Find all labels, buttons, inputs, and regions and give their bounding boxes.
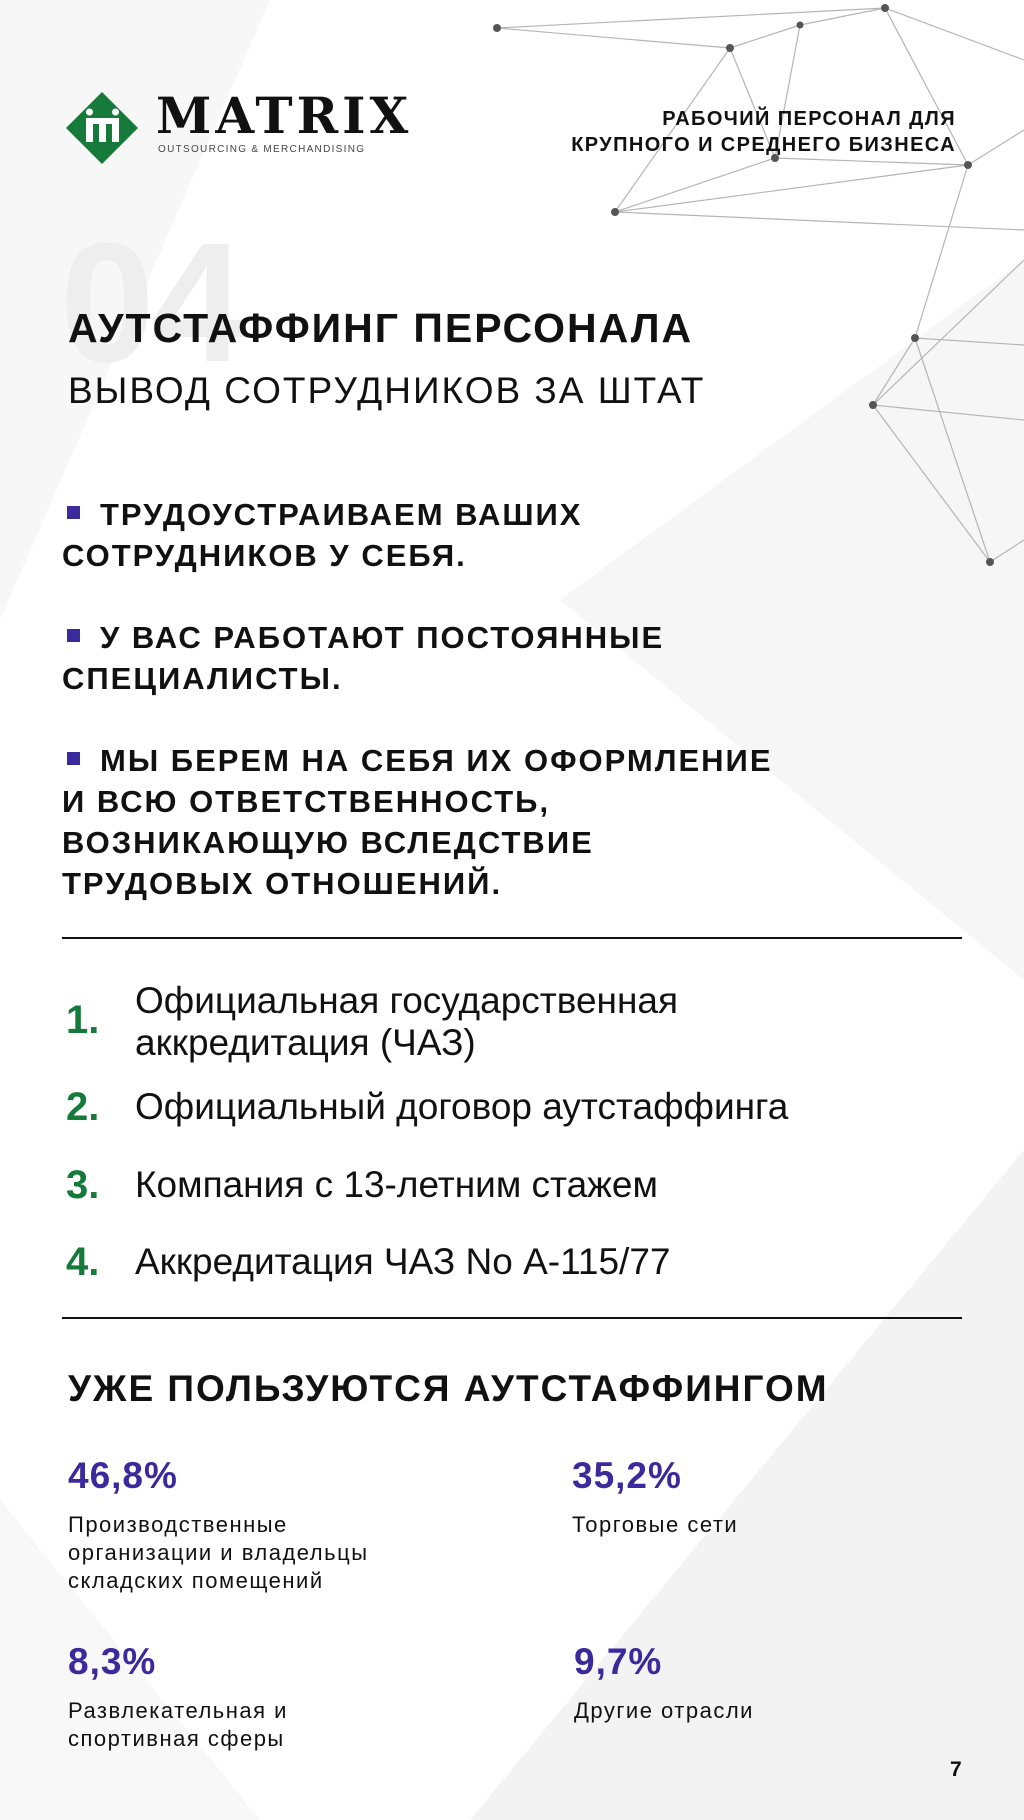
bullet-line: СОТРУДНИКОВ У СЕБЯ. bbox=[62, 538, 467, 573]
bullet-line: ТРУДОУСТРАИВАЕМ ВАШИХ bbox=[100, 497, 583, 532]
brand-subtitle: OUTSOURCING & MERCHANDISING bbox=[158, 144, 366, 155]
bullet-square-icon bbox=[67, 506, 80, 519]
brand-name: MATRIX bbox=[156, 86, 413, 145]
stat-label-line: Развлекательная и bbox=[68, 1698, 288, 1723]
stat-value: 8,3% bbox=[68, 1641, 157, 1682]
stat-value: 35,2% bbox=[572, 1455, 682, 1496]
brand-logo bbox=[66, 86, 413, 164]
stat-label-line: спортивная сферы bbox=[68, 1726, 285, 1751]
stat-label: Торговые сети bbox=[572, 1512, 739, 1537]
bullet-item bbox=[62, 617, 942, 699]
page-subtitle: ВЫВОД СОТРУДНИКОВ ЗА ШТАТ bbox=[68, 370, 706, 411]
advantage-number: 2. bbox=[66, 1085, 100, 1129]
bullet-square-icon bbox=[67, 752, 80, 765]
bullet-item bbox=[62, 740, 942, 904]
bullet-line: ВОЗНИКАЮЩУЮ ВСЛЕДСТВИЕ bbox=[62, 825, 594, 860]
divider bbox=[62, 937, 962, 939]
bullet-line: СПЕЦИАЛИСТЫ. bbox=[62, 661, 343, 696]
advantage-number: 3. bbox=[66, 1163, 100, 1207]
bullet-square-icon bbox=[67, 629, 80, 642]
page-number: 7 bbox=[950, 1758, 962, 1781]
stat-item bbox=[68, 1455, 369, 1595]
bullet-line: МЫ БЕРЕМ НА СЕБЯ ИХ ОФОРМЛЕНИЕ bbox=[100, 743, 773, 778]
stat-label-line: Производственные bbox=[68, 1512, 288, 1537]
matrix-logo-icon bbox=[66, 92, 138, 164]
advantage-text bbox=[135, 980, 678, 1064]
advantage-line: аккредитация (ЧАЗ) bbox=[135, 1022, 476, 1063]
stat-label bbox=[68, 1697, 288, 1753]
tagline-line: КРУПНОГО И СРЕДНЕГО БИЗНЕСА bbox=[571, 134, 956, 156]
divider bbox=[62, 1317, 962, 1319]
bullet-line: И ВСЮ ОТВЕТСТВЕННОСТЬ, bbox=[62, 784, 551, 819]
stat-item bbox=[68, 1641, 288, 1753]
stat-label: Другие отрасли bbox=[574, 1698, 754, 1723]
bullet-item bbox=[62, 494, 942, 576]
advantage-number: 1. bbox=[66, 998, 100, 1042]
stat-value: 9,7% bbox=[574, 1641, 663, 1682]
bullet-line: ТРУДОВЫХ ОТНОШЕНИЙ. bbox=[62, 866, 503, 901]
stats-title: УЖЕ ПОЛЬЗУЮТСЯ АУТСТАФФИНГОМ bbox=[68, 1368, 829, 1409]
stat-item bbox=[574, 1641, 754, 1725]
advantage-text: Аккредитация ЧАЗ No А-115/77 bbox=[135, 1241, 671, 1282]
advantage-text: Компания с 13-летним стажем bbox=[135, 1164, 658, 1205]
bullet-line: У ВАС РАБОТАЮТ ПОСТОЯННЫЕ bbox=[100, 620, 665, 655]
stat-label-line: организации и владельцы bbox=[68, 1540, 369, 1565]
stat-label bbox=[68, 1511, 369, 1595]
bullet-list bbox=[62, 494, 942, 945]
section-number: 04 bbox=[60, 208, 242, 398]
stat-value: 46,8% bbox=[68, 1455, 178, 1496]
tagline-line: РАБОЧИЙ ПЕРСОНАЛ ДЛЯ bbox=[662, 108, 956, 130]
advantage-text: Официальный договор аутстаффинга bbox=[135, 1086, 789, 1127]
page-title: АУТСТАФФИНГ ПЕРСОНАЛА bbox=[68, 305, 694, 351]
stat-label-line: складских помещений bbox=[68, 1568, 324, 1593]
header-tagline bbox=[571, 106, 956, 158]
advantage-line: Официальная государственная bbox=[135, 980, 679, 1021]
stat-item bbox=[572, 1455, 738, 1539]
advantage-number: 4. bbox=[66, 1240, 100, 1284]
